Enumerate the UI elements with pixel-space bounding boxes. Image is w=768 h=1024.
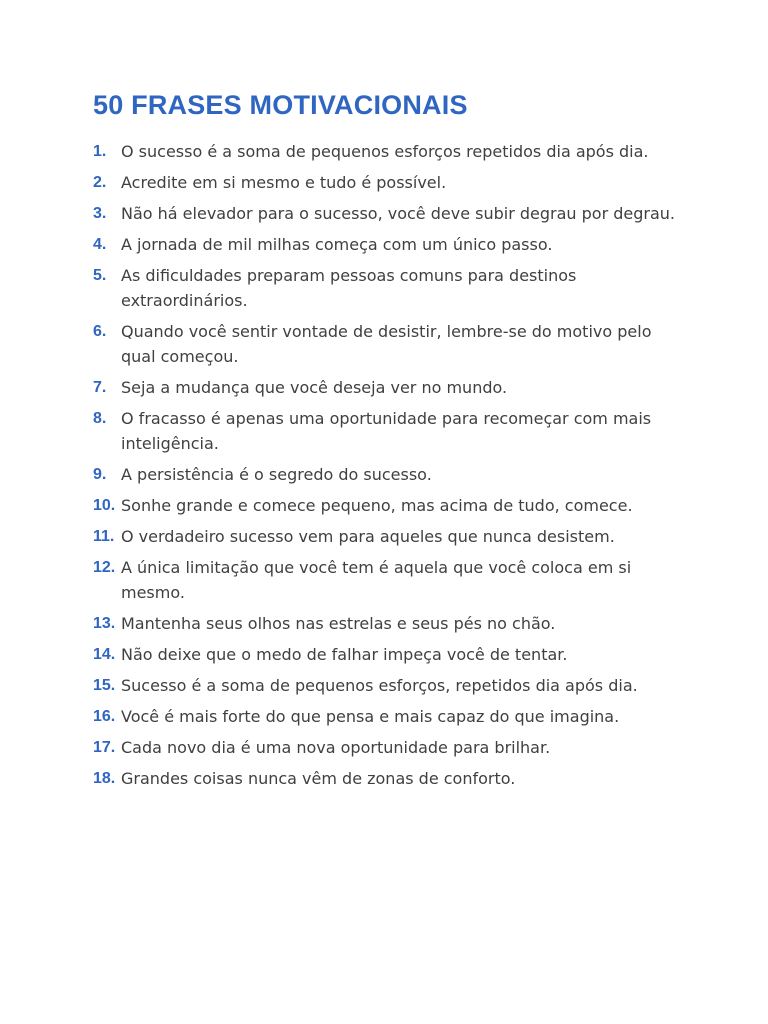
item-text: Sonhe grande e comece pequeno, mas acima de tudo, comece. [121,496,633,515]
item-text: Seja a mudança que você deseja ver no mundo. [121,378,508,397]
item-number: 7. [93,379,107,396]
item-number: 8. [93,410,107,427]
item-text: Cada novo dia é uma nova oportunidade para brilhar. [121,738,551,757]
list-item [93,766,683,791]
item-number: 2. [93,174,107,191]
item-number: 12. [93,559,116,576]
item-text: A jornada de mil milhas começa com um único passo. [121,235,553,254]
item-number: 11. [93,528,115,545]
list-item [93,673,683,698]
list-item [93,232,683,257]
list-item [93,263,683,313]
item-number: 10. [93,497,116,514]
list-item [93,462,683,487]
item-number: 4. [93,236,107,253]
item-text: Acredite em si mesmo e tudo é possível. [121,173,447,192]
list-item [93,375,683,400]
item-number: 6. [93,323,107,340]
quote-list [93,139,683,797]
list-item [93,170,683,195]
list-item [93,139,683,164]
list-item [93,704,683,729]
list-item [93,611,683,636]
item-text: O sucesso é a soma de pequenos esforços repetidos dia após dia. [121,142,649,161]
list-item [93,524,683,549]
item-text: Não há elevador para o sucesso, você deve subir degrau por degrau. [121,204,676,223]
item-text: O verdadeiro sucesso vem para aqueles que nunca desistem. [121,527,615,546]
list-item [93,493,683,518]
list-item [93,319,683,369]
item-text: Mantenha seus olhos nas estrelas e seus pés no chão. [121,614,556,633]
item-text: Quando você sentir vontade de desistir, lembre-se do motivo pelo qual começou. [121,322,652,366]
item-number: 15. [93,677,116,694]
item-text: A única limitação que você tem é aquela que você coloca em si mesmo. [121,558,632,602]
item-text: O fracasso é apenas uma oportunidade para recomeçar com mais inteligência. [121,409,652,453]
list-item [93,735,683,760]
item-number: 13. [93,615,116,632]
item-text: A persistência é o segredo do sucesso. [121,465,432,484]
page-title: 50 FRASES MOTIVACIONAIS [93,90,468,120]
item-number: 3. [93,205,107,222]
list-item [93,406,683,456]
item-number: 16. [93,708,116,725]
item-number: 1. [93,143,107,160]
item-number: 17. [93,739,116,756]
list-item [93,642,683,667]
item-number: 18. [93,770,116,787]
list-item [93,555,683,605]
item-text: As dificuldades preparam pessoas comuns para destinos extraordinários. [121,266,577,310]
item-text: Sucesso é a soma de pequenos esforços, repetidos dia após dia. [121,676,638,695]
item-number: 14. [93,646,116,663]
item-number: 9. [93,466,107,483]
item-number: 5. [93,267,107,284]
list-item [93,201,683,226]
item-text: Grandes coisas nunca vêm de zonas de conforto. [121,769,516,788]
item-text: Você é mais forte do que pensa e mais capaz do que imagina. [121,707,620,726]
item-text: Não deixe que o medo de falhar impeça você de tentar. [121,645,568,664]
